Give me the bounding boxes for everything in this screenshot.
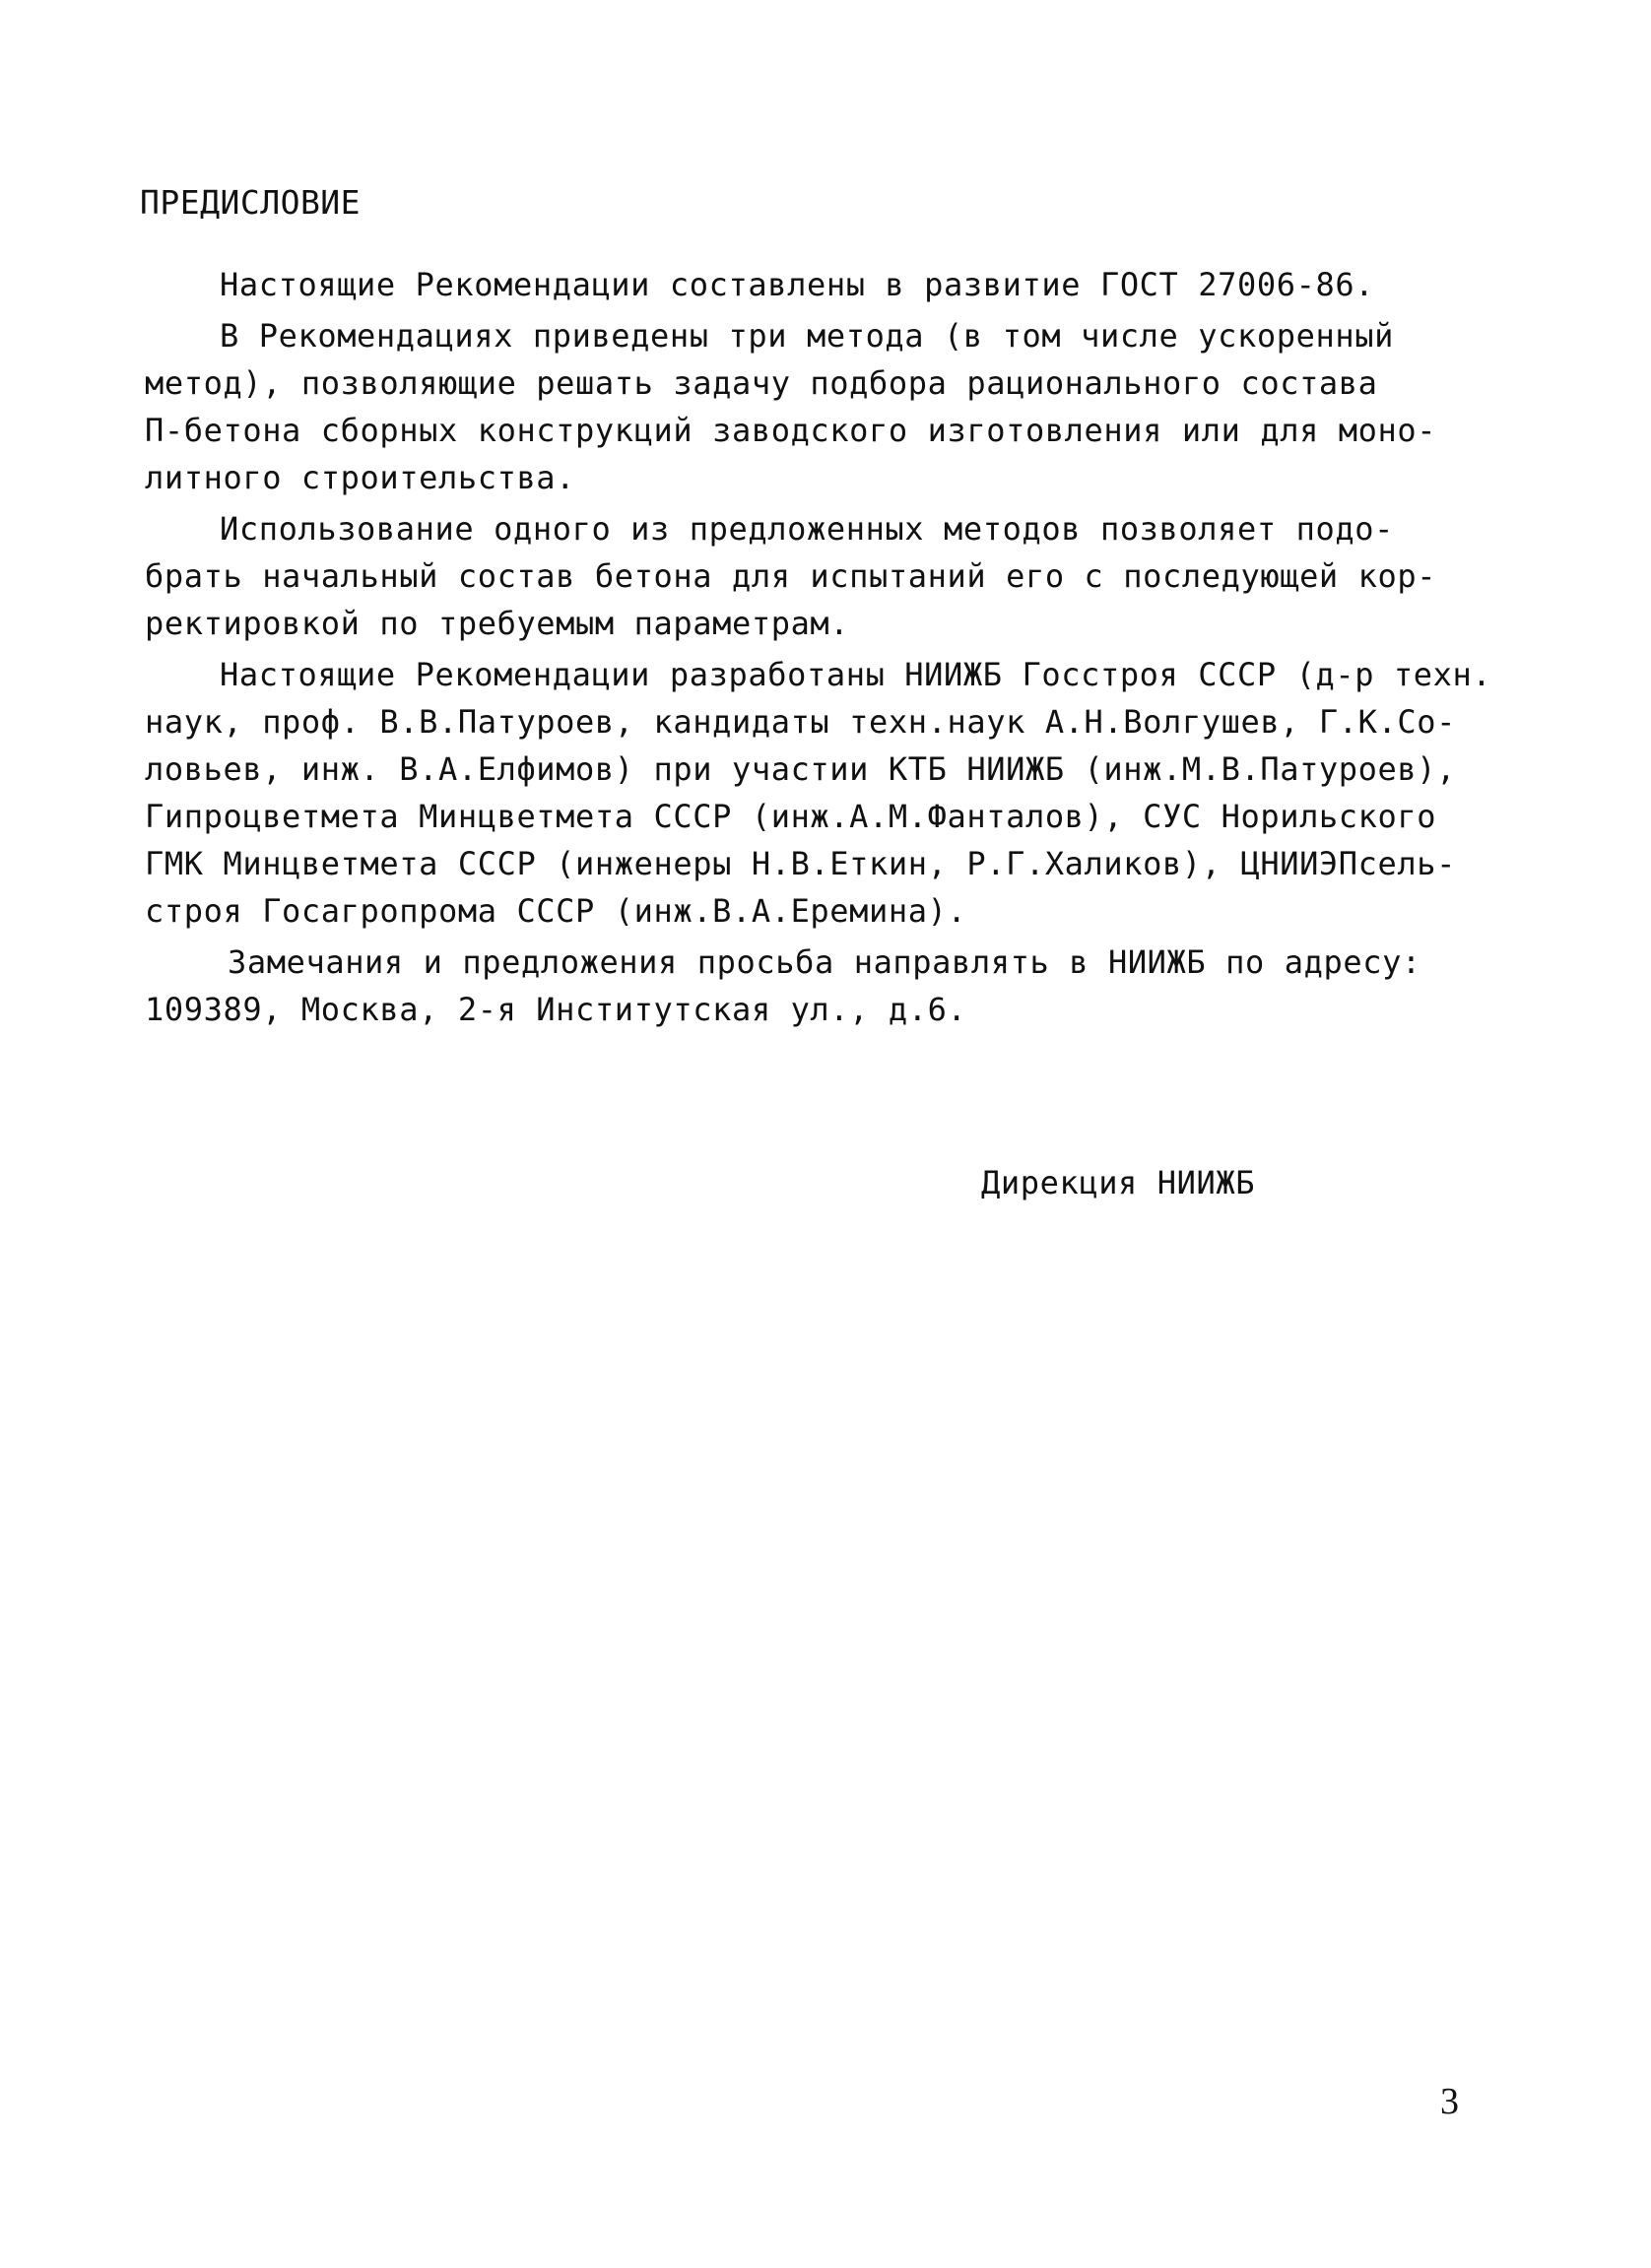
paragraph-2-line-4: литного строительства.	[145, 459, 576, 496]
paragraph-5-line-2: 109389, Москва, 2-я Институтская ул., д.6.	[145, 991, 967, 1028]
paragraph-5-line-1: Замечания и предложения просьба направлять в НИИЖБ по адресу:	[228, 943, 1421, 981]
paragraph-1-line-1: Настоящие Рекомендации составлены в развитие ГОСТ 27006-86.	[220, 266, 1375, 303]
page-number: 3	[1440, 2081, 1459, 2122]
paragraph-4-line-6: строя Госагропрома СССР (инж.В.А.Еремина).	[145, 892, 967, 930]
paragraph-4-line-2: наук, проф. В.В.Патуроев, кандидаты техн.наук А.Н.Волгушев, Г.К.Со-	[145, 703, 1456, 741]
paragraph-3-line-2: брать начальный состав бетона для испытаний его с последующей кор-	[145, 557, 1437, 595]
page-heading: ПРЕДИСЛОВИЕ	[140, 183, 362, 222]
paragraph-2-line-3: П-бетона сборных конструкций заводского изготовления или для моно-	[145, 412, 1437, 449]
paragraph-3-line-3: ректировкой по требуемым параметрам.	[145, 605, 850, 642]
paragraph-3-line-1: Использование одного из предложенных методов позволяет подо-	[220, 510, 1394, 548]
paragraph-2-line-2: метод), позволяющие решать задачу подбора рационального состава	[145, 364, 1378, 402]
paragraph-4-line-3: ловьев, инж. В.А.Елфимов) при участии КТБ НИИЖБ (инж.М.В.Патуроев),	[145, 750, 1456, 788]
paragraph-2-line-1: В Рекомендациях приведены три метода (в том числе ускоренный	[220, 317, 1394, 355]
paragraph-4-line-4: Гипроцветмета Минцветмета СССР (инж.А.М.Фанталов), СУС Норильского	[145, 798, 1437, 835]
paragraph-4-line-1: Настоящие Рекомендации разработаны НИИЖБ Госстроя СССР (д-р техн.	[220, 656, 1492, 693]
signature: Дирекция НИИЖБ	[981, 1164, 1256, 1201]
paragraph-4-line-5: ГМК Минцветмета СССР (инженеры Н.В.Еткин, Р.Г.Халиков), ЦНИИЭПсель-	[145, 845, 1456, 882]
